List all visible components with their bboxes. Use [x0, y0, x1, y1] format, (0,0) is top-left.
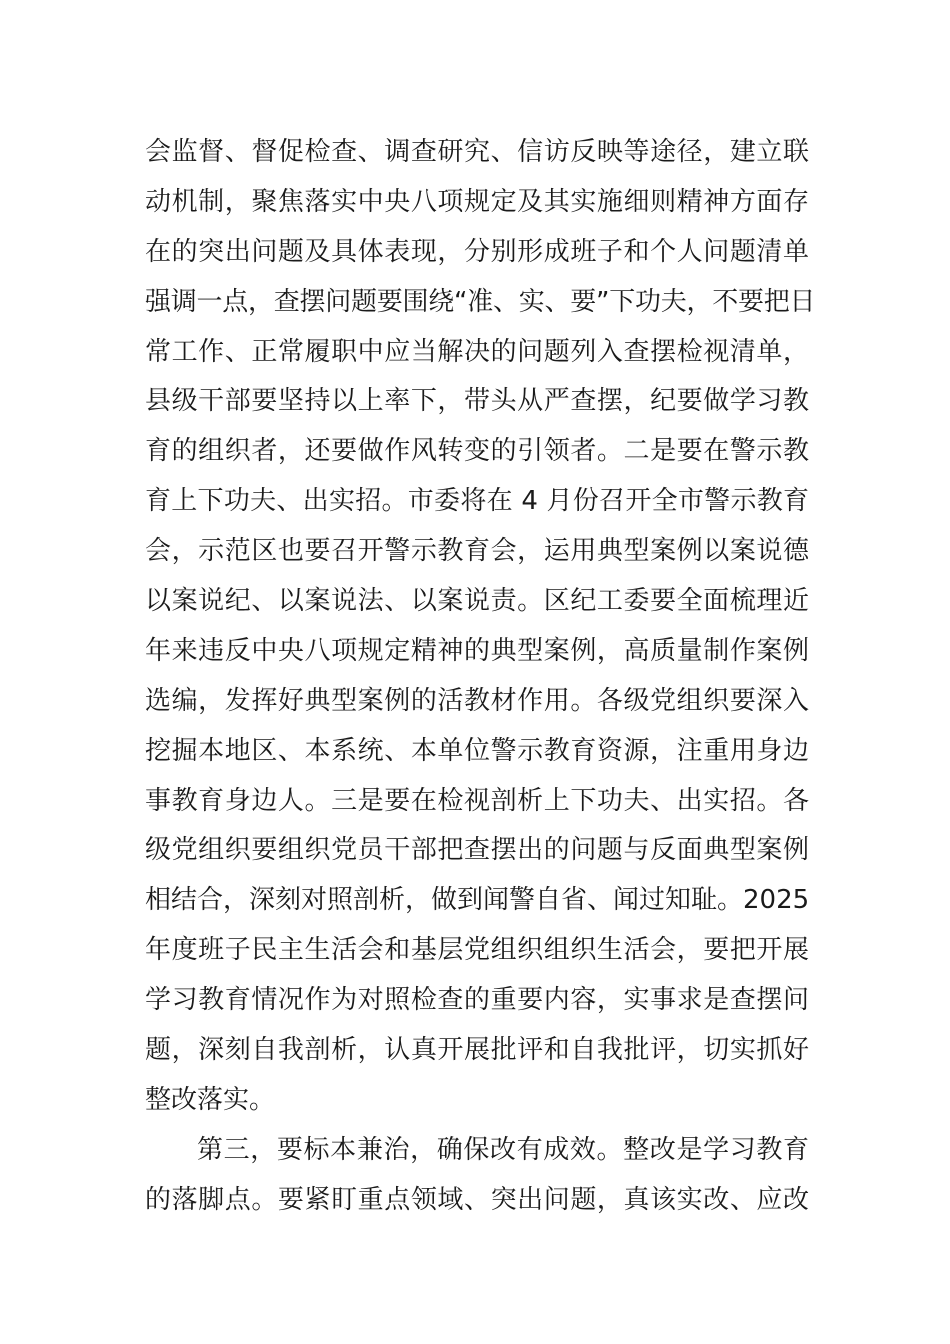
text-line: 选编，发挥好典型案例的活教材作用。各级党组织要深入: [145, 685, 809, 716]
text-line: 年度班子民主生活会和基层党组织组织生活会，要把开展: [145, 935, 809, 966]
text-line: 育的组织者，还要做作风转变的引领者。二是要在警示教: [145, 436, 809, 467]
document-body: [145, 128, 816, 1226]
text-line: 常工作、正常履职中应当解决的问题列入查摆检视清单，: [145, 336, 809, 367]
text-line: 动机制，聚焦落实中央八项规定及其实施细则精神方面存: [145, 186, 809, 217]
text-line: 会，示范区也要召开警示教育会，运用典型案例以案说德: [145, 536, 809, 567]
text-line: 年来违反中央八项规定精神的典型案例，高质量制作案例: [145, 635, 809, 666]
text-line: 级党组织要组织党员干部把查摆出的问题与反面典型案例: [145, 835, 809, 866]
text-line: 育上下功夫、出实招。市委将在 4 月份召开全市警示教育: [145, 486, 809, 517]
text-line: 会监督、督促检查、调查研究、信访反映等途径，建立联: [145, 137, 809, 167]
paragraph-2: [145, 1126, 809, 1226]
text-line: 的落脚点。要紧盯重点领域、突出问题，真该实改、应改: [145, 1184, 809, 1215]
text-line: 第三，要标本兼治，确保改有成效。整改是学习教育: [197, 1134, 809, 1165]
text-line: 学习教育情况作为对照检查的重要内容，实事求是查摆问: [145, 985, 809, 1016]
text-line: 县级干部要坚持以上率下，带头从严查摆，纪要做学习教: [145, 386, 809, 417]
text-line: 事教育身边人。三是要在检视剖析上下功夫、出实招。各: [145, 785, 809, 816]
paragraph-1: [145, 128, 816, 1126]
text-line: 强调一点，查摆问题要围绕“准、实、要”下功夫，不要把日: [145, 286, 816, 317]
text-line: 相结合，深刻对照剖析，做到闻警自省、闻过知耻。2025: [145, 885, 810, 916]
text-line: 挖掘本地区、本系统、本单位警示教育资源，注重用身边: [145, 735, 809, 766]
text-line: 整改落实。: [145, 1084, 276, 1115]
text-line: 以案说纪、以案说法、以案说责。区纪工委要全面梳理近: [145, 586, 809, 617]
text-line: 题，深刻自我剖析，认真开展批评和自我批评，切实抓好: [145, 1035, 809, 1066]
text-line: 在的突出问题及具体表现，分别形成班子和个人问题清单: [145, 236, 809, 267]
